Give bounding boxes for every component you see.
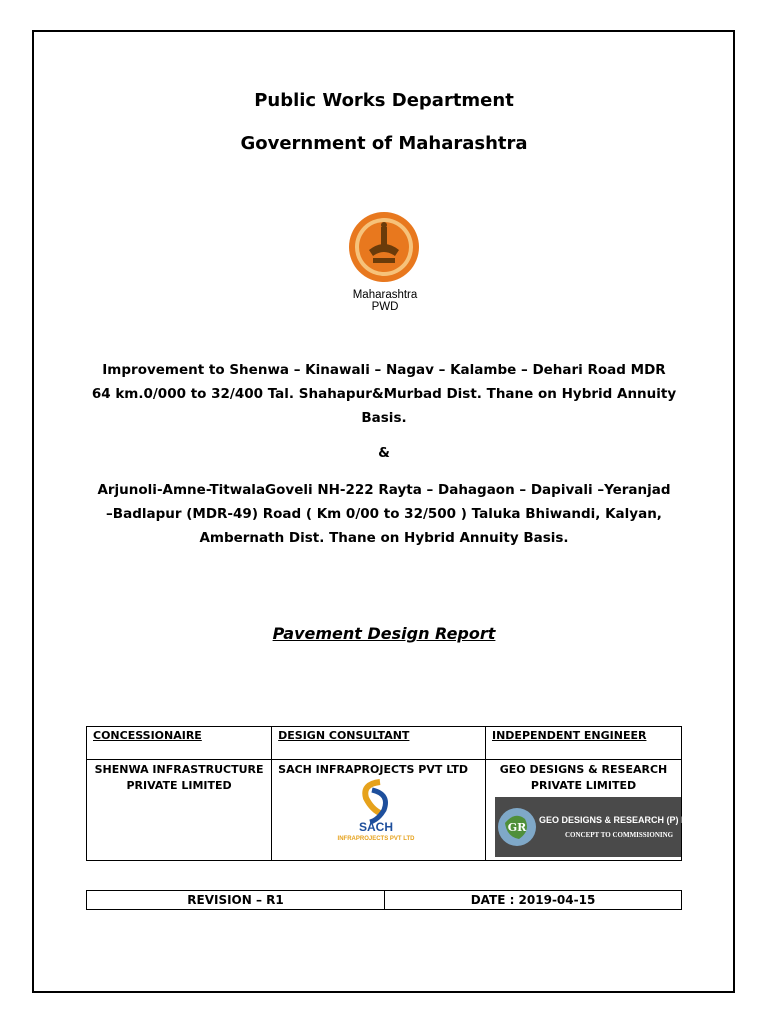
consultant-name: SACH INFRAPROJECTS PVT LTD — [278, 763, 469, 776]
revision-cell: REVISION – R1 — [87, 891, 385, 910]
header-independent-engineer: INDEPENDENT ENGINEER — [486, 727, 682, 760]
project2-line3: Ambernath Dist. Thane on Hybrid Annuity Basis. — [199, 530, 569, 546]
date-cell: DATE : 2019-04-15 — [385, 891, 682, 910]
geo-logo-name: GEO DESIGNS & RESEARCH (P) LTD. — [539, 815, 701, 825]
engineer-line2: PRIVATE LIMITED — [530, 779, 637, 792]
geo-designs-logo-icon — [495, 797, 701, 860]
concessionaire-cell — [87, 760, 272, 861]
report-title: Pavement Design Report — [272, 624, 496, 643]
geo-logo-mark: GR — [507, 821, 527, 834]
geo-logo-tagline: CONCEPT TO COMMISSIONING — [565, 831, 674, 839]
project1-line1: Improvement to Shenwa – Kinawali – Nagav – Kalambe – Dehari Road MDR — [102, 362, 666, 378]
government-title: Government of Maharashtra — [240, 133, 528, 154]
sach-logo-sub: INFRAPROJECTS PVT LTD — [337, 836, 415, 842]
logo-caption-line1: Maharashtra — [352, 289, 418, 301]
department-title: Public Works Department — [254, 90, 514, 111]
header-concessionaire: CONCESSIONAIRE — [87, 727, 272, 760]
concessionaire-line1: SHENWA INFRASTRUCTURE — [94, 763, 264, 776]
parties-table — [86, 726, 701, 861]
maharashtra-pwd-seal-icon — [345, 210, 423, 289]
engineer-cell — [486, 760, 701, 861]
consultant-cell — [272, 760, 486, 861]
engineer-line1: GEO DESIGNS & RESEARCH — [499, 763, 668, 776]
header-design-consultant: DESIGN CONSULTANT — [272, 727, 486, 760]
project1-line2: 64 km.0/000 to 32/400 Tal. Shahapur&Murbad Dist. Thane on Hybrid Annuity — [91, 386, 677, 402]
project2-line2: –Badlapur (MDR-49) Road ( Km 0/00 to 32/500 ) Taluka Bhiwandi, Kalyan, — [106, 506, 662, 522]
project2-line1: Arjunoli-Amne-TitwalaGoveli NH-222 Rayta – Dahagaon – Dapivali –Yeranjad — [97, 482, 671, 498]
concessionaire-line2: PRIVATE LIMITED — [126, 779, 232, 792]
sach-logo-name: SACH — [358, 820, 393, 834]
logo-caption-line2: PWD — [371, 301, 399, 313]
ampersand: & — [378, 445, 390, 461]
revision-table — [86, 890, 682, 910]
project1-line3: Basis. — [361, 410, 407, 426]
sach-logo-icon — [272, 778, 479, 847]
